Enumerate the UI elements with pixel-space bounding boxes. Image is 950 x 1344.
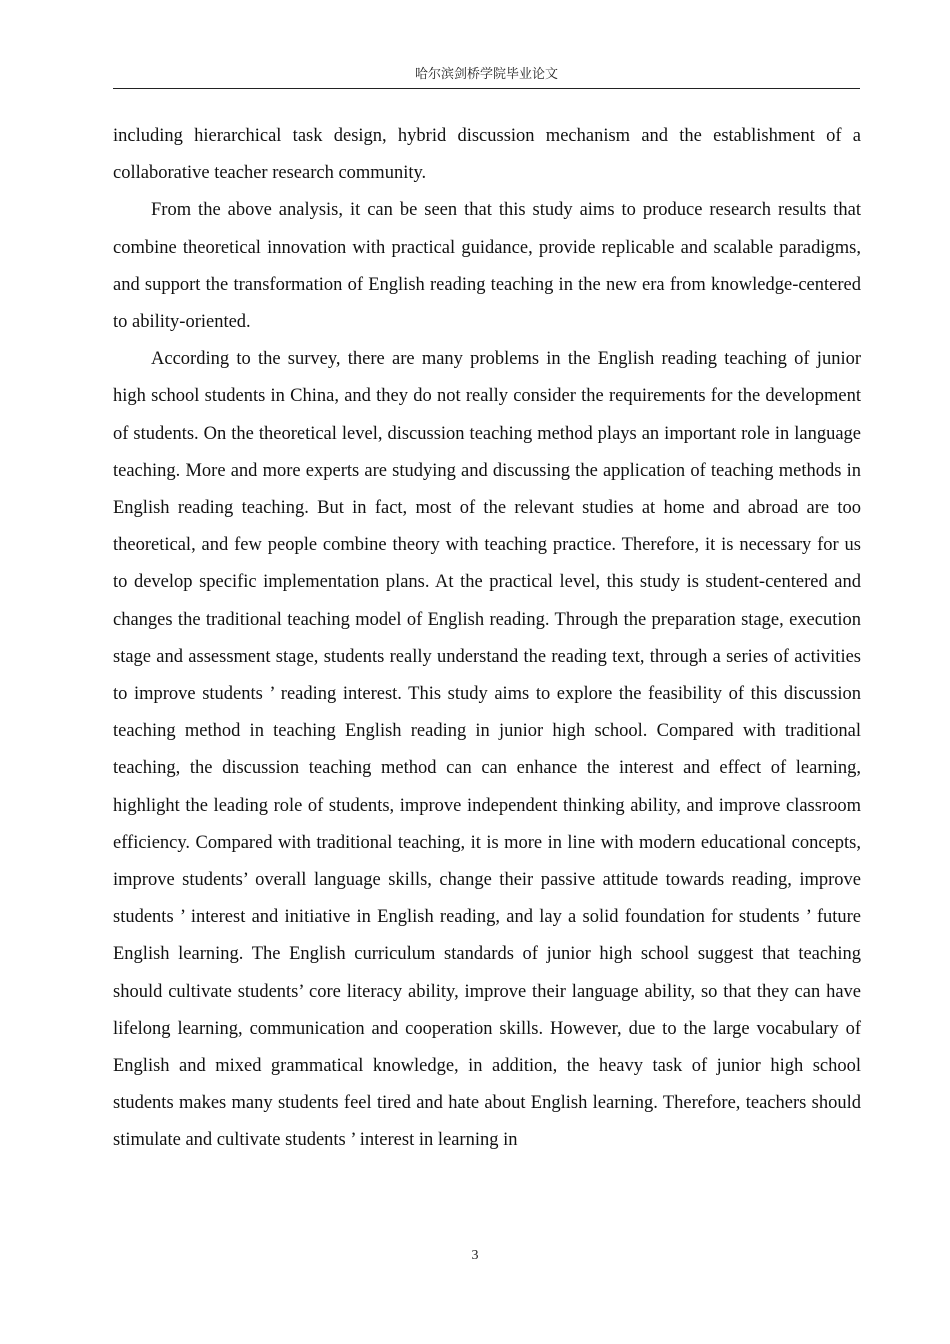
page-header-title: 哈尔滨剑桥学院毕业论文 — [414, 67, 558, 82]
page-number: 3 — [471, 1248, 479, 1263]
paragraph-continued: including hierarchical task design, hybrid discussion mechanism and the establishment of a collaborative teacher research community. — [113, 126, 861, 184]
body-text — [113, 118, 861, 1160]
paragraph-research-results: From the above analysis, it can be seen that this study aims to produce research results that combine theoretical innovation with practical guidance, provide replicable and scalable paradigms, and support the transformation of English reading teaching in the new era from knowledge-centered to ability-oriented. — [113, 200, 861, 333]
header-divider — [113, 88, 860, 89]
paragraph-survey: According to the survey, there are many problems in the English reading teaching of junior high school students in China, and they do not really consider the requirements for the development of students. On the theoretical level, discussion teaching method plays an important role in language teaching. More and more experts are studying and discussing the application of teaching methods in English reading teaching. But in fact, most of the relevant studies at home and abroad are too theoretical, and few people combine theory with teaching practice. Therefore, it is necessary for us to develop specific implementation plans. At the practical level, this study is student-centered and changes the traditional teaching model of English reading. Through the preparation stage, execution stage and assessment stage, students really understand the reading text, through a series of activities to improve students ’ reading interest. This study aims to explore the feasibility of this discussion teaching method in teaching English reading in junior high school. Compared with traditional teaching, the discussion teaching method can can enhance the interest and effect of learning, highlight the leading role of students, improve independent thinking ability, and improve classroom efficiency. Compared with traditional teaching, it is more in line with modern educational concepts, improve students’ overall language skills, change their passive attitude towards reading, improve students ’ interest and initiative in English reading, and lay a solid foundation for students ’ future English learning. The English curriculum standards of junior high school suggest that teaching should cultivate students’ core literacy ability, improve their language ability, so that they can have lifelong learning, communication and cooperation skills. However, due to the large vocabulary of English and mixed grammatical knowledge, in addition, the heavy task of junior high school students makes many students feel tired and hate about English learning. Therefore, teachers should stimulate and cultivate students ’ interest in learning in — [113, 349, 861, 1151]
